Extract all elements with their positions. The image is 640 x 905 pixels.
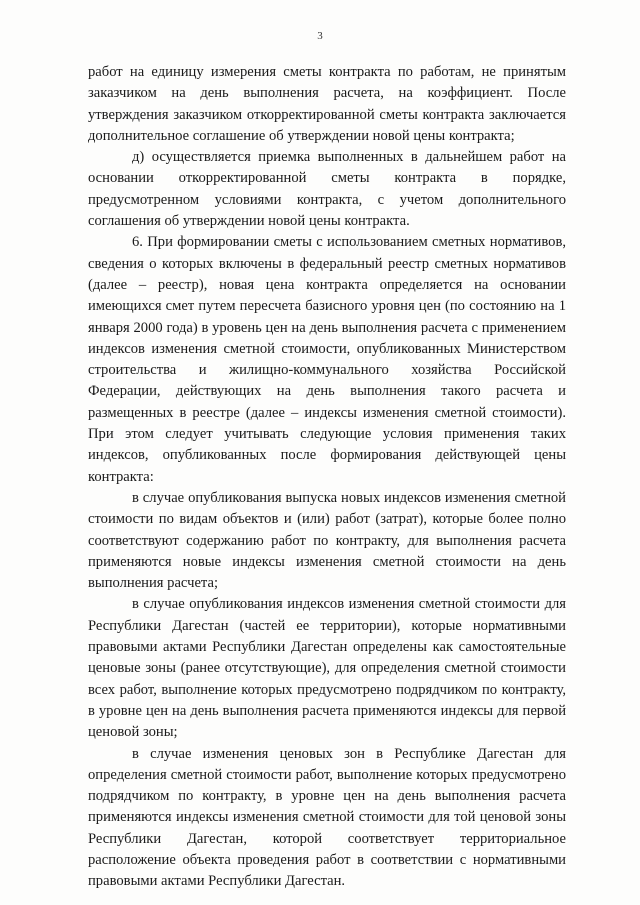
paragraph-condition-new-indices: в случае опубликования выпуска новых индексов изменения сметной стоимости по видам объектов и (или) работ (затрат), которые более полно соответствуют содержанию работ по контракту, для выполнения расчета применяются новые индексы изменения сметной стоимости на день выполнения расчета; [88,489,566,592]
paragraph-section-6: 6. При формировании сметы с использованием сметных нормативов, сведения о которых включены в федеральный реестр сметных нормативов (далее – реестр), новая цена контракта определяется на основании имеющихся смет путем пересчета базисного уровня цен (по состоянию на 1 января 2000 года) в уровень цен на день выполнения расчета с применением индексов изменения сметной стоимости, опубликованных Министерством строительства и жилищно-коммунального хозяйства Российской Федерации, действующих на день выполнения такого расчета и размещенных в реестре (далее – индексы изменения сметной стоимости). При этом следует учитывать следующие условия применения таких индексов, опубликованных после формирования действующей цены контракта: [88,234,566,485]
page-number: 3 [317,30,323,42]
paragraph-condition-changed-price-zones: в случае изменения ценовых зон в Республике Дагестан для определения сметной стоимости работ, выполнение которых предусмотрено подрядчиком по контракту, в уровне цен на день выполнения расчета применяются индексы изменения сметной стоимости для той ценовой зоны Республики Дагестан, которой соответствует территориальное расположение объекта проведения работ в соответствии с нормативными правовыми актами Республики Дагестан. [88,745,566,890]
paragraph-condition-new-price-zones: в случае опубликования индексов изменения сметной стоимости для Республики Дагестан (частей ее территории), которые нормативными правовыми актами Республики Дагестан определены как самостоятельные ценовые зоны (ранее отсутствующие), для определения сметной стоимости всех работ, выполнение которых предусмотрено подрядчиком по контракту, в уровне цен на день выполнения расчета применяются индексы для первой ценовой зоны; [88,596,566,741]
paragraph-continuation: работ на единицу измерения сметы контракта по работам, не принятым заказчиком на день выполнения расчета, на коэффициент. После утверждения заказчиком откорректированной сметы контракта заключается дополнительное соглашение об утверждении новой цены контракта; [88,64,566,144]
paragraph-item-d: д) осуществляется приемка выполненных в дальнейшем работ на основании откорректированной сметы контракта в порядке, предусмотренном условиями контракта, с учетом дополнительного соглашения об утверждении новой цены контракта. [88,149,566,230]
document-body [88,62,566,893]
